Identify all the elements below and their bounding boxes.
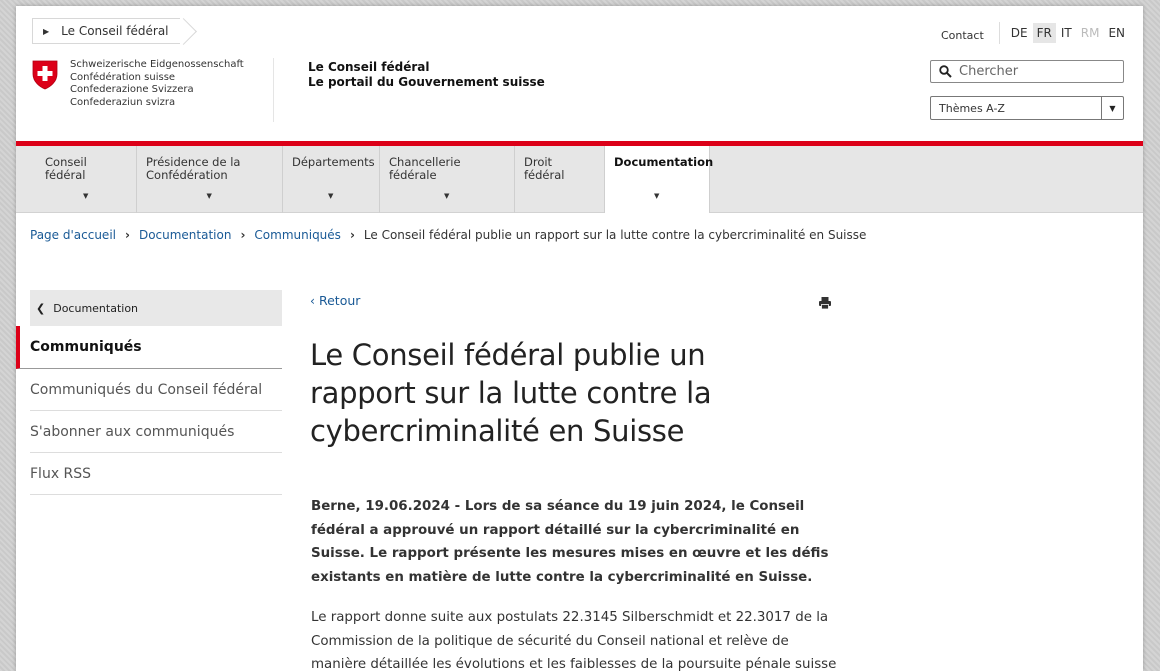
nav-documentation[interactable] xyxy=(605,146,714,213)
sidebar xyxy=(16,290,282,495)
chevron-down-icon[interactable]: ▼ xyxy=(1101,97,1123,119)
sidebar-item-communiques-conseil[interactable]: Communiqués du Conseil fédéral xyxy=(30,369,282,411)
sidebar-item-abonner[interactable]: S'abonner aux communiqués xyxy=(30,411,282,453)
breadcrumb xyxy=(30,228,866,242)
search-icon xyxy=(939,65,952,78)
chevron-down-icon: ▼ xyxy=(328,192,334,200)
chevron-down-icon: ▼ xyxy=(206,192,212,200)
confed-name-it: Confederazione Svizzera xyxy=(70,84,194,95)
lang-it[interactable]: IT xyxy=(1060,26,1072,40)
sidebar-item-rss[interactable]: Flux RSS xyxy=(30,453,282,495)
chevron-left-icon: ‹ xyxy=(310,293,315,308)
lang-en[interactable]: EN xyxy=(1108,26,1125,40)
chevron-down-icon: ▼ xyxy=(83,192,89,200)
chevron-right-icon: › xyxy=(125,228,130,242)
breadcrumb-home[interactable]: Page d'accueil xyxy=(30,228,116,242)
article-body: Le rapport donne suite aux postulats 22.3145 Silberschmidt et 22.3017 de la Commission de la politique de sécurité du Conseil national et relève de manière détaillée les évolutions et les faiblesses de la poursuite pénale suisse xyxy=(311,610,837,671)
retour-link[interactable] xyxy=(310,293,360,308)
nav-label: Conseil fédéral xyxy=(45,155,87,182)
nav-presidence[interactable] xyxy=(137,146,283,213)
caret-right-icon: ▶ xyxy=(43,26,50,36)
article-lead: Berne, 19.06.2024 - Lors de sa séance du 19 juin 2024, le Conseil fédéral a approuvé un rapport détaillé sur la cybercriminalité en Suisse. Le rapport présente les mesures mises en œuvre et les défis existants en matière de lutte contre la cybercriminalité en Suisse. xyxy=(311,499,829,585)
chevron-down-icon: ▼ xyxy=(654,192,660,200)
header-divider xyxy=(273,58,274,122)
nav-departements[interactable] xyxy=(283,146,380,213)
nav-conseil-federal[interactable] xyxy=(36,146,137,213)
lang-rm: RM xyxy=(1080,26,1100,40)
portal-title[interactable] xyxy=(308,60,545,90)
swiss-coat-of-arms-icon[interactable] xyxy=(32,60,58,90)
sidebar-back-documentation[interactable] xyxy=(30,290,282,326)
themes-select-value: Thèmes A-Z xyxy=(939,101,1005,115)
themes-select[interactable] xyxy=(930,96,1124,120)
header-utility xyxy=(941,22,1129,44)
sidebar-item-communiques[interactable]: Communiqués xyxy=(16,326,282,369)
confed-name-de: Schweizerische Eidgenossenschaft xyxy=(70,59,244,70)
nav-label: Chancellerie fédérale xyxy=(389,155,461,182)
top-breadcrumb-label: Le Conseil fédéral xyxy=(61,24,169,38)
lang-fr[interactable]: FR xyxy=(1033,23,1056,43)
nav-label: Documentation xyxy=(614,155,714,169)
lang-de[interactable]: DE xyxy=(1010,26,1028,40)
breadcrumb-communiques[interactable]: Communiqués xyxy=(254,228,341,242)
nav-label: Départements xyxy=(292,155,375,169)
nav-label: Droit fédéral xyxy=(524,155,565,182)
main-navigation xyxy=(16,146,1143,213)
page-title: Le Conseil fédéral publie un rapport sur la lutte contre la cybercriminalité en Suisse xyxy=(310,338,712,448)
chevron-left-icon: ❮ xyxy=(36,301,46,315)
portal-title-line1: Le Conseil fédéral xyxy=(308,60,430,74)
nav-chancellerie[interactable] xyxy=(380,146,515,213)
top-breadcrumb-tab[interactable] xyxy=(32,18,180,44)
divider xyxy=(999,22,1000,44)
sidebar-back-label: Documentation xyxy=(53,301,139,315)
page xyxy=(16,6,1143,671)
breadcrumb-documentation[interactable]: Documentation xyxy=(138,228,232,242)
chevron-right-icon: › xyxy=(349,228,355,242)
contact-link[interactable]: Contact xyxy=(940,28,984,42)
nav-label: Présidence de la Confédération xyxy=(146,155,241,182)
confed-name-fr: Confédération suisse xyxy=(70,71,176,83)
chevron-right-icon: › xyxy=(240,228,246,242)
confederation-names xyxy=(70,59,244,109)
print-icon[interactable] xyxy=(818,296,832,310)
retour-label: Retour xyxy=(318,293,361,308)
nav-droit-federal[interactable] xyxy=(515,146,605,213)
confed-name-rm: Confederaziun svizra xyxy=(70,96,176,108)
chevron-down-icon: ▼ xyxy=(444,192,450,200)
search-input[interactable] xyxy=(930,60,1124,83)
breadcrumb-current: Le Conseil fédéral publie un rapport sur la lutte contre la cybercriminalité en Suisse xyxy=(363,228,867,242)
portal-title-line2: Le portail du Gouvernement suisse xyxy=(308,75,545,89)
search-placeholder: Chercher xyxy=(959,64,1019,79)
